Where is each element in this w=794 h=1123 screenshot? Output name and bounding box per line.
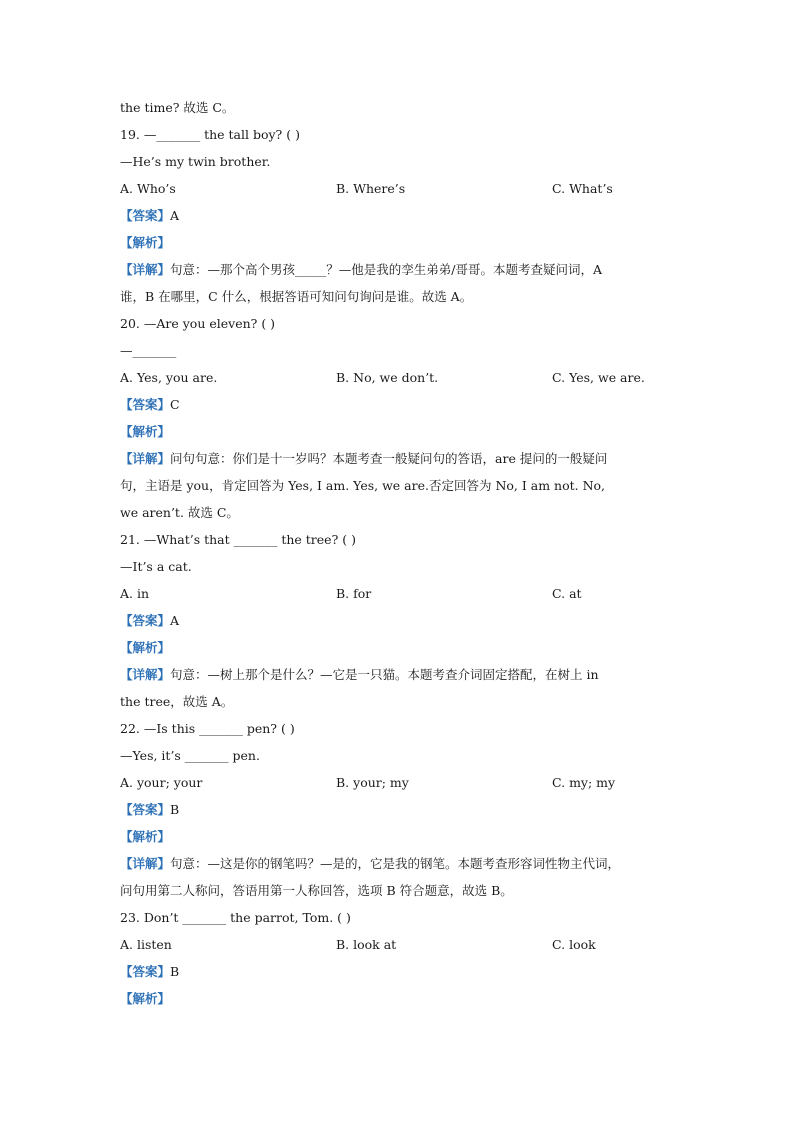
option-b: B. your; my [336,775,409,790]
text-line: 20. —Are you eleven? ( ) [120,316,276,331]
answer-line [120,607,680,634]
explanation-line [120,256,680,283]
answer-options [120,769,680,796]
option-c: C. Yes, we are. [552,370,645,385]
explanation-line [120,850,680,877]
line-text: B [170,964,180,979]
line-text: 问句句意：你们是十一岁吗？本题考查一般疑问句的答语，are 提问的一般疑问 [170,451,608,466]
option-b: B. for [336,586,372,601]
section-tag: 【答案】 [120,208,171,223]
text-line: 谁，B 在哪里，C 什么，根据答语可知问句询问是谁。故选 A。 [120,289,473,304]
section-tag: 【解析】 [120,424,171,439]
section-tag: 【答案】 [120,964,171,979]
text-line: —He’s my twin brother. [120,154,271,169]
answer-line [120,229,680,256]
text-line: 22. —Is this _______ pen? ( ) [120,721,295,736]
option-a: A. listen [120,937,172,952]
answer-line [120,796,680,823]
option-a: A. in [120,586,150,601]
answer-line [120,391,680,418]
text-line: 19. —_______ the tall boy? ( ) [120,127,300,142]
text-line: we aren’t. 故选 C。 [120,505,239,520]
text-line: 21. —What’s that _______ the tree? ( ) [120,532,356,547]
section-tag: 【解析】 [120,640,171,655]
document-page [120,94,680,1012]
section-tag: 【详解】 [120,667,171,682]
answer-options [120,364,680,391]
line-text: A [170,208,180,223]
option-c: C. at [552,586,582,601]
answer-options [120,931,680,958]
section-tag: 【详解】 [120,451,171,466]
section-tag: 【详解】 [120,262,171,277]
line-text: C [170,397,180,412]
answer-line [120,634,680,661]
answer-line [120,823,680,850]
option-c: C. my; my [552,775,616,790]
section-tag: 【答案】 [120,802,171,817]
option-b: B. No, we don’t. [336,370,439,385]
answer-line [120,958,680,985]
section-tag: 【答案】 [120,397,171,412]
line-text: B [170,802,180,817]
option-a: A. Yes, you are. [120,370,218,385]
option-b: B. Where’s [336,181,406,196]
section-tag: 【解析】 [120,235,171,250]
answer-options [120,175,680,202]
text-line: —It’s a cat. [120,559,192,574]
text-line: 23. Don’t _______ the parrot, Tom. ( ) [120,910,351,925]
answer-line [120,202,680,229]
text-line: the tree，故选 A。 [120,694,234,709]
answer-options [120,580,680,607]
option-a: A. Who’s [120,181,176,196]
line-text: A [170,613,180,628]
text-line: 问句用第二人称问，答语用第一人称回答，选项 B 符合题意，故选 B。 [120,883,513,898]
text-line: —_______ [120,343,177,358]
section-tag: 【解析】 [120,991,171,1006]
line-text: 句意：—树上那个是什么？—它是一只猫。本题考查介词固定搭配，在树上 in [170,667,599,682]
option-a: A. your; your [120,775,203,790]
option-c: C. What’s [552,181,613,196]
explanation-line [120,445,680,472]
text-line: the time? 故选 C。 [120,100,235,115]
answer-line [120,418,680,445]
section-tag: 【答案】 [120,613,171,628]
explanation-line [120,661,680,688]
option-b: B. look at [336,937,397,952]
text-line: —Yes, it’s _______ pen. [120,748,260,763]
line-text: 句意：—那个高个男孩_____？—他是我的孪生弟弟/哥哥。本题考查疑问词，A [170,262,603,277]
answer-line [120,985,680,1012]
text-line: 句，主语是 you，肯定回答为 Yes, I am. Yes, we are.否定回答为 No, I am not. No, [120,478,606,493]
section-tag: 【详解】 [120,856,171,871]
section-tag: 【解析】 [120,829,171,844]
line-text: 句意：—这是你的钢笔吗？—是的，它是我的钢笔。本题考查形容词性物主代词， [170,856,621,871]
option-c: C. look [552,937,596,952]
